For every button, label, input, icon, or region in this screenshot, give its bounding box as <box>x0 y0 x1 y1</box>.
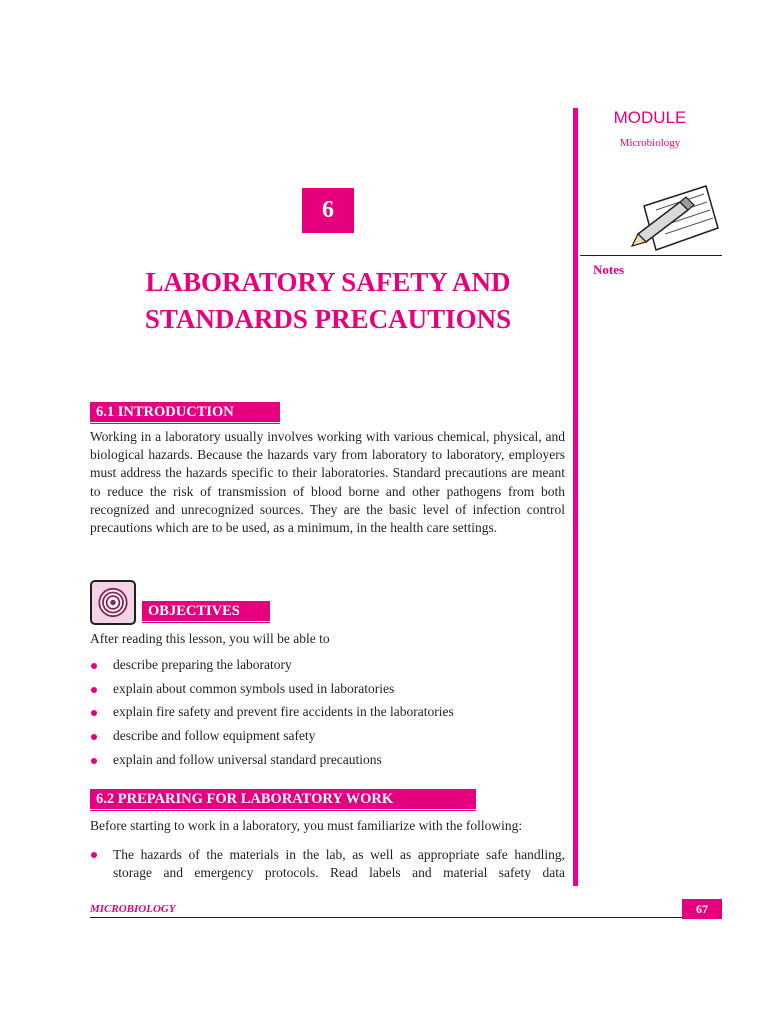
objective-item: describe and follow equipment safety <box>90 728 560 752</box>
margin-rule <box>573 108 578 886</box>
preparing-item-text: The hazards of the materials in the lab, as well as appropriate safe handling, storage and emergency protocols. Read labels and material safety data <box>113 847 565 880</box>
page-number: 67 <box>682 899 722 919</box>
objective-item: explain fire safety and prevent fire accidents in the laboratories <box>90 704 560 728</box>
footer-rule <box>90 917 722 918</box>
module-label: MODULE <box>613 108 687 127</box>
preparing-heading: 6.2 PREPARING FOR LABORATORY WORK <box>90 789 476 809</box>
target-icon <box>90 580 136 625</box>
notes-divider <box>580 255 722 256</box>
introduction-heading: 6.1 INTRODUCTION <box>90 402 280 422</box>
objectives-lead: After reading this lesson, you will be able to <box>90 631 330 646</box>
module-subject: Microbiology <box>619 137 681 149</box>
introduction-paragraph: Working in a laboratory usually involves working with various chemical, physical, and biological hazards. Because the hazards vary from laboratory to laboratory, employers must address the hazards specific to their laboratories. Standard precautions are meant to reduce the risk of transmission of blood borne and other pathogens from both recognized and unrecognized sources. They are the basic level of infection control precautions which are to be used, as a minimum, in the health care settings. <box>90 429 565 536</box>
objectives-heading: OBJECTIVES <box>142 601 270 621</box>
preparing-item <box>90 846 565 882</box>
notepad-pencil-icon <box>626 180 722 260</box>
objective-item: explain and follow universal standard precautions <box>90 752 560 776</box>
objectives-list <box>90 657 560 775</box>
footer-subject: MICROBIOLOGY <box>90 903 176 915</box>
chapter-title-line-2: STANDARDS PRECAUTIONS <box>144 304 512 334</box>
chapter-title <box>90 264 566 338</box>
chapter-title-line-1: LABORATORY SAFETY AND <box>145 267 511 297</box>
notes-label: Notes <box>593 262 625 277</box>
objective-item: explain about common symbols used in laboratories <box>90 681 560 705</box>
preparing-lead: Before starting to work in a laboratory, you must familiarize with the following: <box>90 818 523 833</box>
chapter-number: 6 <box>302 188 354 233</box>
objective-item: describe preparing the laboratory <box>90 657 560 681</box>
